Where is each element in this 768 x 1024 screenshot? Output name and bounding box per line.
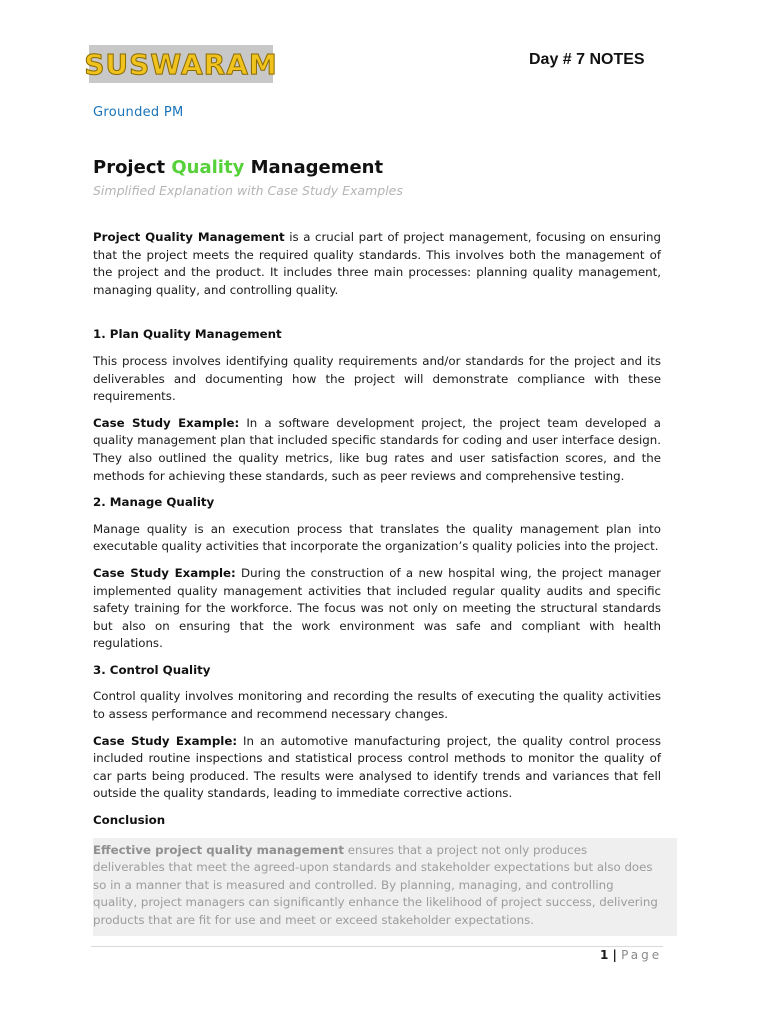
- case-study-label: Case Study Example:: [93, 415, 240, 430]
- section-3-case-study: [93, 733, 661, 803]
- page-separator: |: [608, 948, 622, 962]
- conclusion-paragraph: [93, 842, 677, 930]
- page-subtitle: Simplified Explanation with Case Study Examples: [93, 183, 403, 198]
- case-study-label: Case Study Example:: [93, 565, 236, 580]
- conclusion-text: ensures that a project not only produces deliverables that meet the agreed-upon standards and stakeholder expectations but also does so in a manner that is measured and controlled. By planning, managing, and controlling quality, project managers can significantly enhance the likelihood of project success, delivering products that are fit for use and meet or exceed stakeholder expectations.: [93, 842, 658, 927]
- page-footer: [600, 948, 662, 962]
- brand-subtitle: Grounded PM: [93, 105, 184, 120]
- intro-paragraph: [93, 229, 661, 299]
- title-part-1: Project: [93, 157, 172, 178]
- section-1-case-study: [93, 415, 661, 485]
- page-label: Page: [621, 948, 663, 962]
- intro-text: is a crucial part of project management, focusing on ensuring that the project meets the required quality standards. This involves both the management of the project and the product. It includes three main processes: planning quality management, managing quality, and controlling quality.: [93, 230, 661, 297]
- conclusion-lead: Effective project quality management: [93, 842, 344, 857]
- suswaram-logo: [84, 45, 278, 83]
- document-body: [93, 229, 661, 936]
- page-number: 1: [600, 948, 609, 962]
- conclusion-heading: Conclusion: [93, 813, 166, 828]
- logo-text: SUSWARAM: [84, 47, 278, 81]
- section-1-body: This process involves identifying quality requirements and/or standards for the project and its deliverables and documenting how the project will demonstrate compliance with these requirements.: [93, 353, 661, 404]
- case-study-text: During the construction of a new hospital wing, the project manager implemented quality management activities that included regular quality audits and specific safety training for the workforce. The focus was not only on meeting the structural standards but also on ensuring that the work environment was safe and compliant with health regulations.: [93, 565, 661, 651]
- title-highlight: Quality: [171, 157, 245, 178]
- case-study-text: In an automotive manufacturing project, the quality control process included routine inspections and statistical process control methods to monitor the quality of car parts being produced. The results were analysed to identify trends and variances that fell outside the quality standards, leading to immediate corrective actions.: [93, 733, 661, 801]
- footer-divider: [91, 946, 663, 947]
- section-2-case-study: [93, 565, 661, 653]
- section-3-body: Control quality involves monitoring and recording the results of executing the quality activities to assess performance and recommend necessary changes.: [93, 689, 661, 722]
- section-3-heading: 3. Control Quality: [93, 662, 211, 677]
- conclusion-box: [93, 838, 677, 936]
- section-2-heading: 2. Manage Quality: [93, 495, 215, 510]
- page-title: [93, 157, 383, 178]
- day-notes-label: Day # 7 NOTES: [529, 51, 645, 68]
- intro-lead: Project Quality Management: [93, 230, 285, 244]
- case-study-text: In a software development project, the project team developed a quality management plan that included specific standards for coding and user interface design. They also outlined the quality metrics, like bug rates and user satisfaction scores, and the methods for achieving these standards, such as peer reviews and comprehensive testing.: [93, 415, 661, 483]
- title-part-2: Management: [244, 157, 384, 178]
- case-study-label: Case Study Example:: [93, 733, 238, 748]
- section-2-body: Manage quality is an execution process that translates the quality management plan into executable quality activities that incorporate the organization’s quality policies into the project.: [93, 521, 661, 554]
- section-1-heading: 1. Plan Quality Management: [93, 327, 282, 342]
